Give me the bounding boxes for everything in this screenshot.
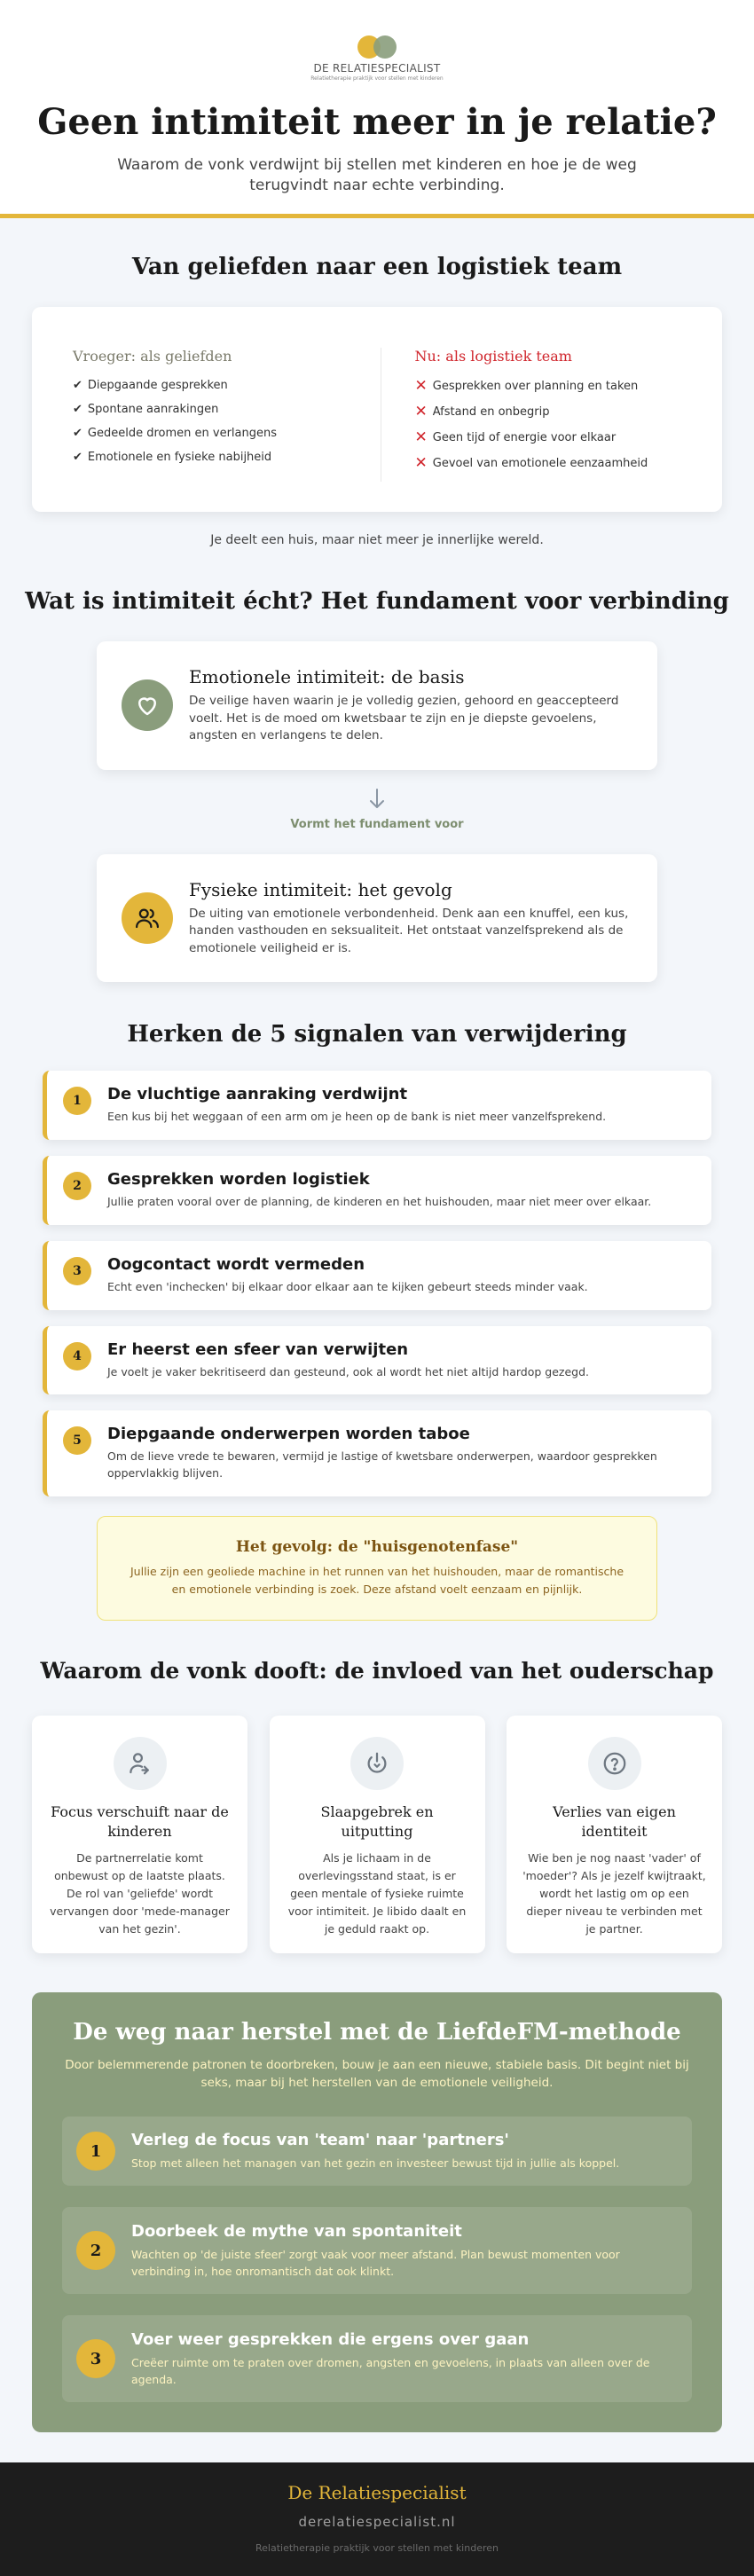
callout-text: Jullie zijn een geoliede machine in het runnen van het huishouden, maar de romantische en emotionele verbinding is zoek. Deze afstand voelt eenzaam en pijnlijk. bbox=[130, 1564, 624, 1596]
why-card bbox=[507, 1716, 722, 1953]
signal-item bbox=[43, 1071, 711, 1140]
signal-item bbox=[43, 1241, 711, 1310]
signal-heading: Oogcontact wordt vermeden bbox=[107, 1254, 365, 1274]
signal-text: Echt even 'inchecken' bij elkaar door elkaar aan te kijken gebeurt steeds minder vaak. bbox=[107, 1279, 588, 1293]
method-step bbox=[62, 2207, 692, 2294]
signal-text: Je voelt je vaker bekritiseerd dan gesteund, ook al wordt het niet altijd hardop gezegd. bbox=[107, 1364, 589, 1378]
method-step bbox=[62, 2315, 692, 2402]
physical-intimacy-text: De uiting van emotionele verbondenheid. Denk aan een knuffel, een kus, handen vasthouden en seksualiteit. Het ontstaat vanzelfsprekend als de emotionele veiligheid er is. bbox=[189, 906, 629, 955]
logo-hearts-icon bbox=[352, 32, 402, 60]
signal-heading: Gesprekken worden logistiek bbox=[107, 1170, 370, 1190]
page-title: Geen intimiteit meer in je relatie? bbox=[37, 101, 717, 143]
check-icon: ✔ bbox=[73, 403, 82, 416]
intimacy-section-title: Wat is intimiteit écht? Het fundament voor verbinding bbox=[25, 588, 729, 615]
why-section-title: Waarom de vonk dooft: de invloed van het ouderschap bbox=[40, 1657, 714, 1684]
signal-item bbox=[43, 1326, 711, 1395]
footer-tagline: Relatietherapie praktijk voor stellen met kinderen bbox=[255, 2542, 499, 2555]
emotional-intimacy-card bbox=[97, 641, 657, 770]
question-icon bbox=[588, 1737, 641, 1790]
compare-before-heading: Vroeger: als geliefden bbox=[73, 348, 232, 365]
signal-heading: De vluchtige aanraking verdwijnt bbox=[107, 1085, 408, 1104]
step-number: 3 bbox=[76, 2339, 115, 2378]
cross-icon: ✕ bbox=[414, 403, 428, 420]
callout-heading: Het gevolg: de "huisgenotenfase" bbox=[235, 1537, 519, 1556]
compare-now-column bbox=[381, 348, 723, 482]
why-card-text: De partnerrelatie komt onbewust op de laatste plaats. De rol van 'geliefde' wordt vervangen door 'mede-manager van het gezin'. bbox=[50, 1850, 230, 1936]
cross-icon: ✕ bbox=[414, 428, 428, 446]
step-heading: Verleg de focus van 'team' naar 'partners' bbox=[131, 2131, 509, 2150]
footer-website-link[interactable]: derelatiespecialist.nl bbox=[298, 2514, 456, 2531]
method-panel bbox=[32, 1992, 722, 2433]
compare-card bbox=[32, 307, 722, 512]
emotional-intimacy-text: De veilige haven waarin je je volledig gezien, gehoord en geaccepteerd voelt. Het is de moed om kwetsbaar te zijn en je diepste gevoelens, angsten en verlangens te delen. bbox=[189, 694, 619, 743]
why-cards bbox=[32, 1716, 722, 1953]
cross-icon: ✕ bbox=[414, 454, 428, 472]
signal-number: 4 bbox=[63, 1342, 91, 1370]
heart-icon bbox=[122, 679, 173, 731]
step-text: Wachten op 'de juiste sfeer' zorgt vaak voor meer afstand. Plan bewust momenten voor verbinding in, hoe onromantisch dat ook klinkt. bbox=[131, 2247, 620, 2278]
logo[interactable] bbox=[0, 0, 754, 82]
step-number: 1 bbox=[76, 2132, 115, 2171]
step-text: Creëer ruimte om te praten over dromen, angsten en gevoelens, in plaats van alleen over de agenda. bbox=[131, 2355, 650, 2386]
footer-brand: De Relatiespecialist bbox=[287, 2482, 467, 2504]
signals-section-title: Herken de 5 signalen van verwijdering bbox=[127, 1021, 627, 1048]
foundation-connector-label: Vormt het fundament voor bbox=[290, 817, 464, 831]
signal-item bbox=[43, 1410, 711, 1496]
compare-before-item: ✔ Emotionele en fysieke nabijheid bbox=[73, 451, 272, 464]
compare-section-title: Van geliefden naar een logistiek team bbox=[131, 254, 623, 280]
signal-text: Om de lieve vrede te bewaren, vermijd je lastige of kwetsbare onderwerpen, waardoor gesprekken oppervlakkig blijven. bbox=[107, 1449, 657, 1480]
why-card-heading: Verlies van eigen identiteit bbox=[553, 1802, 676, 1841]
page-header bbox=[0, 0, 754, 218]
page-subtitle: Waarom de vonk verdwijnt bij stellen met kinderen en hoe je de weg terugvindt naar echte verbinding. bbox=[117, 156, 637, 194]
compare-now-heading: Nu: als logistiek team bbox=[414, 348, 572, 365]
physical-intimacy-card bbox=[97, 854, 657, 983]
compare-before-item: ✔ Spontane aanrakingen bbox=[73, 403, 219, 416]
roommate-phase-callout bbox=[97, 1516, 657, 1621]
signal-heading: Diepgaande onderwerpen worden taboe bbox=[107, 1425, 470, 1444]
arrow-down-icon bbox=[366, 788, 388, 811]
logo-name: DE RELATIESPECIALIST bbox=[313, 62, 441, 75]
signal-number: 3 bbox=[63, 1257, 91, 1285]
signal-text: Een kus bij het weggaan of een arm om je heen op de bank is niet meer vanzelfsprekend. bbox=[107, 1110, 607, 1124]
physical-intimacy-heading: Fysieke intimiteit: het gevolg bbox=[189, 878, 452, 900]
signal-heading: Er heerst een sfeer van verwijten bbox=[107, 1339, 409, 1359]
method-title: De weg naar herstel met de LiefdeFM-methode bbox=[73, 2018, 681, 2046]
check-icon: ✔ bbox=[73, 379, 82, 392]
compare-before-item: ✔ Gedeelde dromen en verlangens bbox=[73, 427, 278, 440]
signal-item bbox=[43, 1156, 711, 1225]
why-card-heading: Slaapgebrek en uitputting bbox=[320, 1802, 434, 1841]
power-icon bbox=[350, 1737, 404, 1790]
step-number: 2 bbox=[76, 2231, 115, 2270]
compare-before-item: ✔ Diepgaande gesprekken bbox=[73, 379, 228, 392]
foundation-connector bbox=[0, 788, 754, 831]
users-icon bbox=[122, 892, 173, 944]
why-card-text: Wie ben je nog naast 'vader' of 'moeder'? Als je jezelf kwijtraakt, wordt het lastig om op een dieper niveau te verbinden met je partner. bbox=[522, 1850, 706, 1936]
compare-now-item: ✕ Gevoel van emotionele eenzaamheid bbox=[414, 454, 648, 472]
check-icon: ✔ bbox=[73, 451, 82, 464]
compare-before-column bbox=[32, 348, 381, 482]
method-intro: Door belemmerende patronen te doorbreken, bouw je aan een nieuwe, stabiele basis. Dit begint niet bij seks, maar bij het herstellen van de emotionele veiligheid. bbox=[65, 2057, 689, 2091]
why-card-heading: Focus verschuift naar de kinderen bbox=[51, 1802, 229, 1841]
why-card bbox=[270, 1716, 485, 1953]
logo-tagline: Relatietherapie praktijk voor stellen met kinderen bbox=[310, 75, 444, 82]
method-step bbox=[62, 2117, 692, 2186]
page-footer bbox=[0, 2462, 754, 2576]
step-heading: Doorbeek de mythe van spontaniteit bbox=[131, 2221, 462, 2241]
step-heading: Voer weer gesprekken die ergens over gaan bbox=[131, 2329, 530, 2349]
why-card bbox=[32, 1716, 247, 1953]
compare-note: Je deelt een huis, maar niet meer je innerlijke wereld. bbox=[210, 533, 544, 547]
compare-now-item: ✕ Geen tijd of energie voor elkaar bbox=[414, 428, 617, 446]
check-icon: ✔ bbox=[73, 427, 82, 440]
user-switch-icon bbox=[114, 1737, 167, 1790]
step-text: Stop met alleen het managen van het gezin en investeer bewust tijd in jullie als koppel. bbox=[131, 2156, 620, 2171]
emotional-intimacy-heading: Emotionele intimiteit: de basis bbox=[189, 666, 465, 687]
signal-text: Jullie praten vooral over de planning, de kinderen en het huishouden, maar niet meer over elkaar. bbox=[107, 1195, 652, 1209]
why-card-text: Als je lichaam in de overlevingsstand staat, is er geen mentale of fysieke ruimte voor intimiteit. Je libido daalt en je geduld raakt op. bbox=[287, 1850, 467, 1936]
compare-now-item: ✕ Afstand en onbegrip bbox=[414, 403, 550, 420]
signal-number: 2 bbox=[63, 1172, 91, 1200]
signals-list bbox=[43, 1071, 711, 1496]
signal-number: 1 bbox=[63, 1087, 91, 1115]
compare-now-item: ✕ Gesprekken over planning en taken bbox=[414, 377, 639, 395]
cross-icon: ✕ bbox=[414, 377, 428, 395]
signal-number: 5 bbox=[63, 1426, 91, 1455]
